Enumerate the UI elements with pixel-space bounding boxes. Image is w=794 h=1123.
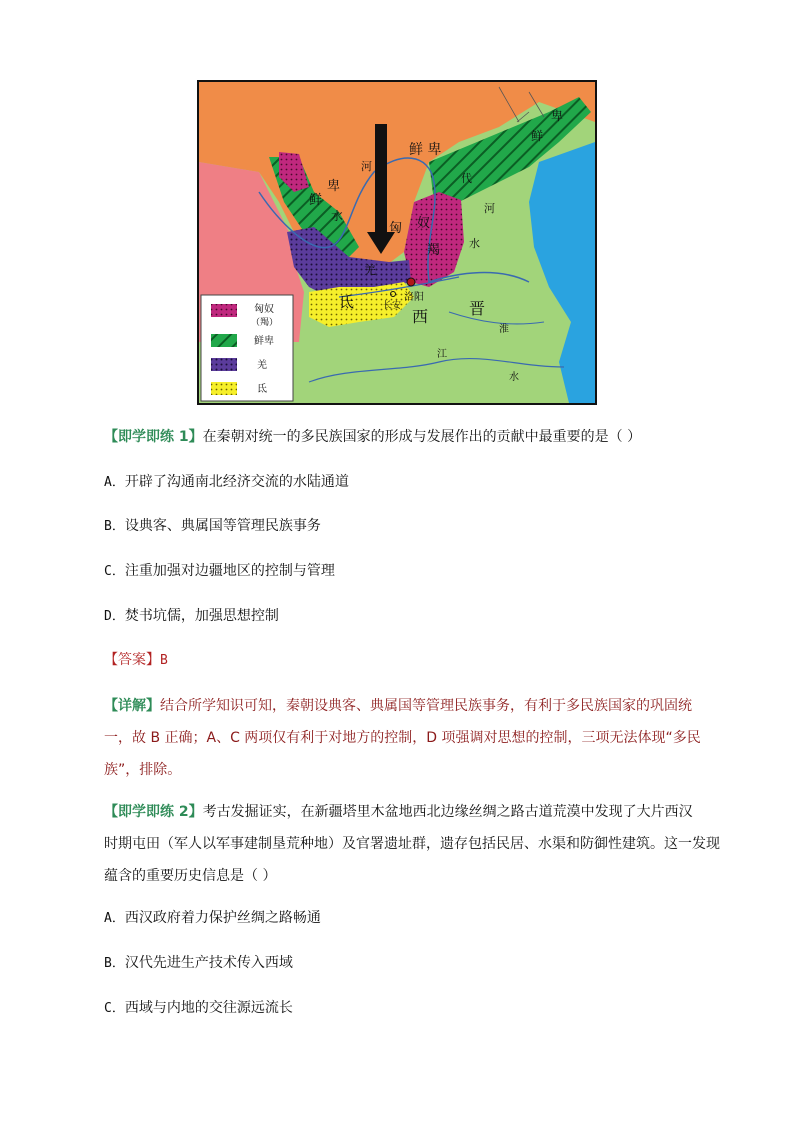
q1-option-c-text: 注重加强对边疆地区的控制与管理	[124, 563, 335, 579]
label-xianbei-left-1: 鲜	[309, 193, 323, 208]
label-dai: 代	[461, 172, 472, 185]
legend-label-di: 氐	[257, 384, 267, 395]
map-legend	[201, 295, 293, 401]
luoyang-marker-icon	[407, 278, 415, 286]
label-jin: 晋	[469, 299, 486, 318]
label-huai: 淮	[499, 324, 509, 335]
q1-option-b-letter: B．	[104, 519, 125, 534]
q2-option-a-letter: A．	[104, 911, 125, 926]
q1-detail-line1: 结合所学知识可知，秦朝设典客、典属国等管理民族事务，有利于多民族国家的巩固统	[160, 698, 692, 714]
q2-line2: 时期屯田（军人以军事建制垦荒种地）及官署遗址群，遗存包括民居、水渠和防御性建筑。这一发现	[104, 836, 720, 852]
q1-detail	[104, 690, 744, 786]
label-xianbei-right-1: 鲜	[531, 129, 544, 143]
historical-map	[197, 80, 597, 405]
q2-option-a	[104, 906, 321, 931]
q1-option-d-letter: D．	[104, 609, 125, 624]
q2-option-b	[104, 951, 293, 976]
q2-option-c	[104, 996, 293, 1021]
label-xiongnu-2: 奴	[417, 216, 431, 231]
label-qiang: 羌	[364, 263, 377, 277]
q2-option-b-letter: B．	[104, 956, 125, 971]
q1-detail-line2: 一，故 B 正确；A、C 两项仅有利于对地方的控制，D 项强调对思想的控制，三项无法体现“多民	[104, 730, 701, 746]
q1-answer-value: B	[160, 653, 168, 668]
q1-option-b-text: 设典客、典属国等管理民族事务	[124, 518, 321, 534]
label-water-1: 水	[331, 209, 344, 223]
q1-answer-tag: 【答案】	[104, 652, 160, 668]
q1-stem	[104, 421, 724, 453]
label-jie: 羯	[427, 243, 441, 258]
q2-option-c-text: 西域与内地的交往源远流长	[124, 1000, 293, 1016]
q1-option-b	[104, 514, 321, 539]
label-xi: 西	[412, 307, 429, 326]
label-jiang: 江	[437, 349, 447, 360]
q1-option-a-text: 开辟了沟通南北经济交流的水陆通道	[124, 474, 349, 490]
q1-tag: 【即学即练 1】	[104, 429, 203, 445]
q2-option-b-text: 汉代先进生产技术传入西域	[124, 955, 293, 971]
q1-option-d	[104, 604, 279, 629]
label-he-1: 河	[361, 160, 372, 173]
label-xianbei-right-2: 卑	[551, 109, 564, 123]
q1-answer	[104, 648, 168, 673]
label-xianbei-left-2: 卑	[327, 179, 341, 194]
label-xiongnu-1: 匈	[389, 221, 403, 236]
q2-stem	[104, 796, 744, 892]
q1-option-a-letter: A．	[104, 475, 125, 490]
q1-option-d-text: 焚书坑儒，加强思想控制	[124, 608, 279, 624]
legend-swatch-xiongnu	[211, 304, 237, 317]
legend-label-xianbei: 鲜卑	[254, 336, 274, 347]
label-luoyang: 洛阳	[404, 292, 424, 303]
q2-option-a-text: 西汉政府着力保护丝绸之路畅通	[124, 910, 321, 926]
label-xianbei-top: 鲜 卑	[409, 142, 442, 158]
legend-swatch-di	[211, 382, 237, 395]
legend-label-xiongnu: 匈奴	[254, 304, 274, 315]
q1-detail-line3: 族”，排除。	[104, 762, 182, 778]
legend-sublabel-xiongnu: （羯）	[251, 318, 279, 328]
label-changan: 长安	[383, 301, 402, 311]
q1-option-c-letter: C．	[104, 564, 125, 579]
q1-option-c	[104, 559, 335, 584]
q2-line3: 蕴含的重要历史信息是（ ）	[104, 868, 277, 884]
q1-option-a	[104, 470, 349, 495]
q2-tag: 【即学即练 2】	[104, 804, 203, 820]
label-he-2: 河	[484, 202, 495, 215]
q2-line1: 考古发掘证实，在新疆塔里木盆地西北边缘丝绸之路古道荒漠中发现了大片西汉	[202, 804, 693, 820]
legend-swatch-qiang	[211, 358, 237, 371]
q1-text: 在秦朝对统一的多民族国家的形成与发展作出的贡献中最重要的是（ ）	[202, 429, 642, 445]
label-water-3: 水	[509, 372, 519, 383]
legend-label-qiang: 羌	[257, 360, 267, 371]
q1-detail-tag: 【详解】	[104, 698, 160, 714]
q2-option-c-letter: C．	[104, 1001, 125, 1016]
label-di: 氐	[339, 293, 355, 311]
label-water-2: 水	[469, 237, 480, 250]
legend-swatch-xianbei	[211, 334, 237, 347]
